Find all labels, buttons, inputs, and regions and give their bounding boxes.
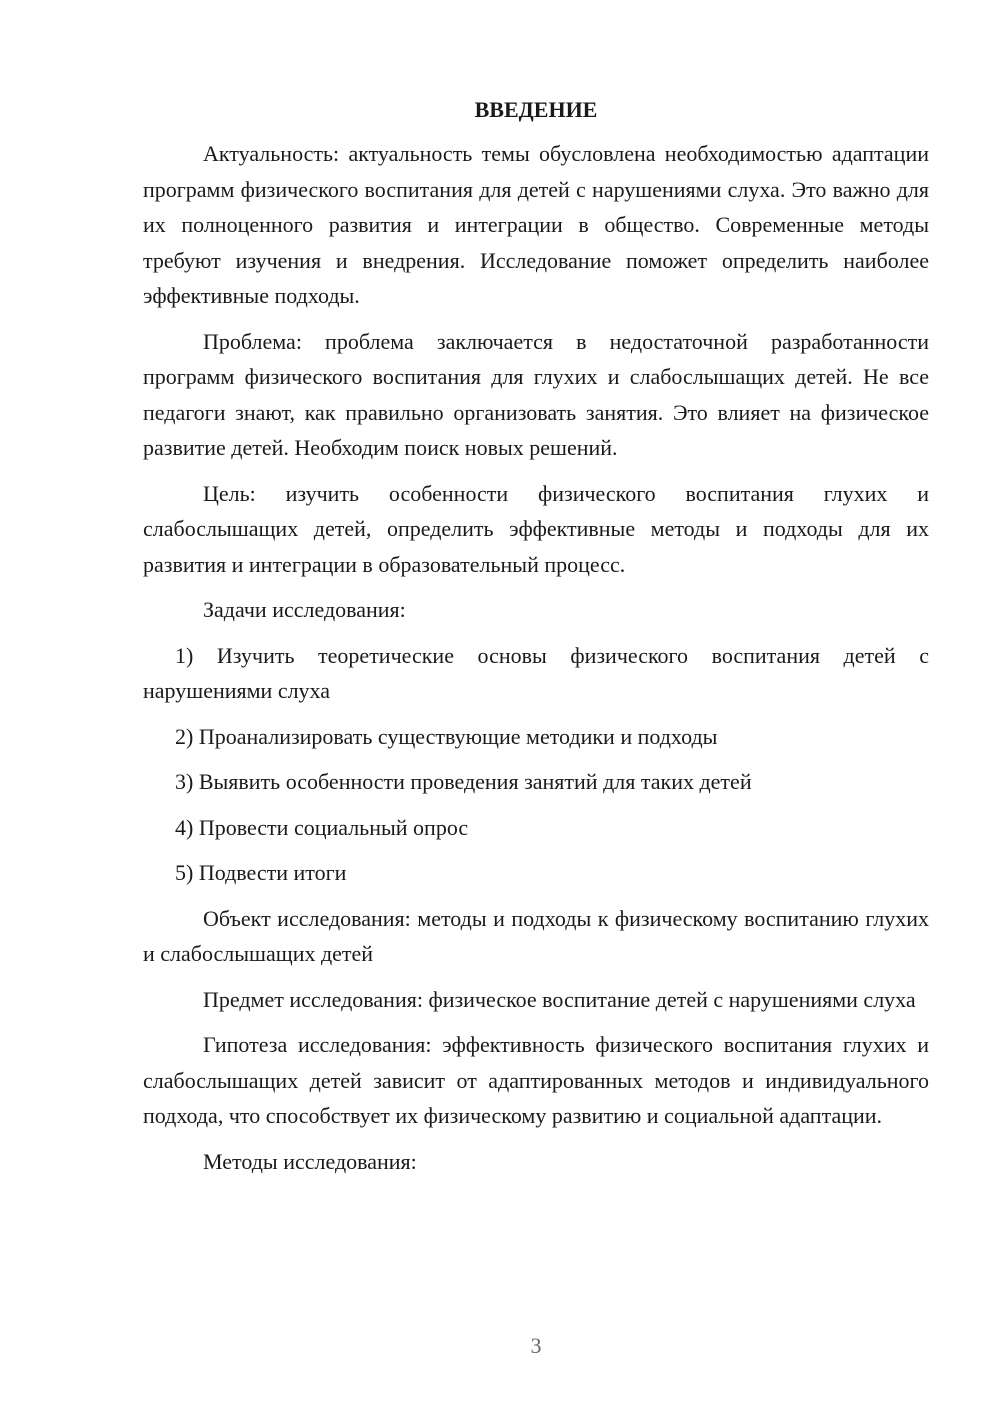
task-item: 4) Провести социальный опрос (175, 814, 469, 840)
hypothesis-paragraph: Гипотеза исследования: эффективность физического воспитания глухих и слабослышащих детей зависит от адаптированных методов и индивидуального подхода, что способствует их физическому развитию и социальной адаптации. (143, 1032, 929, 1128)
relevance-paragraph: Актуальность: актуальность темы обусловлена необходимостью адаптации программ физического воспитания для детей с нарушениями слуха. Это важно для их полноценного развития и интеграции в общество. Современные методы требуют изучения и внедрения. Исследование поможет определить наиболее эффективные подходы. (143, 141, 929, 308)
document-body (143, 92, 929, 1189)
task-item: 5) Подвести итоги (175, 860, 347, 885)
methods-heading: Методы исследования: (203, 1148, 417, 1174)
tasks-heading: Задачи исследования: (203, 597, 406, 622)
problem-paragraph: Проблема: проблема заключается в недостаточной разработанности программ физического воспитания для глухих и слабослышащих детей. Не все педагоги знают, как правильно организовать занятия. Это влияет на физическое развитие детей. Необходим поиск новых решений. (143, 328, 929, 460)
goal-paragraph: Цель: изучить особенности физического воспитания глухих и слабослышащих детей, определить эффективные методы и подходы для их развития и интеграции в образовательный процесс. (143, 480, 929, 577)
task-item: 2) Проанализировать существующие методики и подходы (175, 723, 718, 749)
task-item: 3) Выявить особенности проведения занятий для таких детей (175, 769, 752, 794)
task-item: 1) Изучить теоретические основы физического воспитания детей с нарушениями слуха (143, 642, 929, 703)
page-number: 3 (530, 1333, 542, 1358)
section-title: ВВЕДЕНИЕ (474, 97, 598, 122)
subject-paragraph: Предмет исследования: физическое воспитание детей с нарушениями слуха (203, 986, 916, 1012)
object-paragraph: Объект исследования: методы и подходы к физическому воспитанию глухих и слабослышащих детей (143, 905, 929, 966)
